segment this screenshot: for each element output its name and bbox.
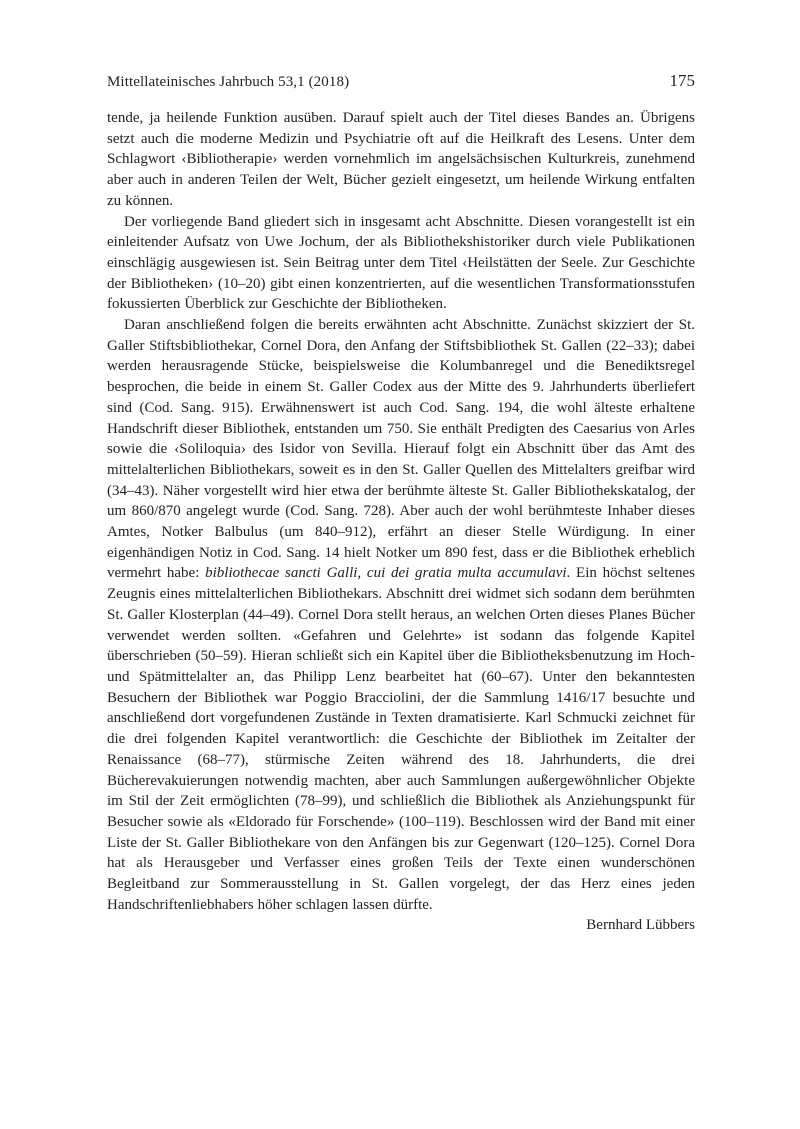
- text-run: . Ein höchst seltenes Zeugnis eines mittelalterlichen Bibliothekars. Abschnitt drei widmet sich sodann dem berühmten St. Galler Klosterplan (44–49). Cornel Dora stellt heraus, an welchen Orten dieses Planes Bücher verwendet werden sollten. «Gefahren und Gelehrte» ist sodann das folgende Kapitel überschrieben (50–59). Hieran schließt sich ein Kapitel über die Bibliotheksbenutzung im Hoch- und Spätmittelalter an, das Philipp Lenz bearbeitet hat (60–67). Unter den bekanntesten Besuchern der Bibliothek war Poggio Bracciolini, der die Sammlung 1416/17 besuchte und anschließend dort vorgefundenen Zustände in Texten dramatisierte. Karl Schmucki zeichnet für die drei folgenden Kapitel verantwortlich: die Geschichte der Bibliothek im Zeitalter der Renaissance (68–77), stürmische Zeiten während des 18. Jahrhunderts, die drei Bücherevakuierungen notwendig machten, aber auch Sammlungen außergewöhnlicher Objekte im Stil der Zeit ermöglichten (78–99), und schließlich die Bibliothek als Anziehungspunkt für Besucher sowie als «Eldorado für Forschende» (100–119). Beschlossen wird der Band mit einer Liste der St. Galler Bibliothekare von den Anfängen bis zur Gegenwart (120–125). Cornel Dora hat als Herausgeber und Verfasser eines großen Teils der Texte einen wunderschönen Begleitband zur Sommerausstellung in St. Gallen vorgelegt, der das Herz eines jeden Handschriftenliebhabers höher schlagen lassen dürfte.: [107, 565, 695, 913]
- page-number: 175: [669, 71, 695, 90]
- paragraph: [107, 315, 695, 915]
- text-run: tende, ja heilende Funktion ausüben. Darauf spielt auch der Titel dieses Bandes an. Übrigens setzt auch die moderne Medizin und Psychiatrie oft auf die Heilkraft des Lesens. Unter dem Schlagwort ‹Bibliotherapie› werden vornehmlich im angelsächsischen Kulturkreis, zunehmend aber auch in anderen Teilen der Welt, Bücher gezielt eingesetzt, um heilende Wirkung entfalten zu können.: [107, 110, 695, 209]
- review-text: [107, 108, 695, 915]
- reviewer-signature: Bernhard Lübbers: [586, 917, 695, 934]
- paragraph: [107, 212, 695, 316]
- text-run: Daran anschließend folgen die bereits erwähnten acht Abschnitte. Zunächst skizziert der St. Galler Stiftsbibliothekar, Cornel Dora, den Anfang der Stiftsbibliothek St. Gallen (22–33); dabei werden herausragende Stücke, beispielsweise die Kolumbanregel und die Benediktsregel besprochen, die beide in einem St. Galler Codex aus der Mitte des 9. Jahrhunderts überliefert sind (Cod. Sang. 915). Erwähnenswert ist auch Cod. Sang. 194, die wohl älteste erhaltene Handschrift dieser Bibliothek, entstanden um 750. Sie enthält Predigten des Caesarius von Arles sowie die ‹Soliloquia› des Isidor von Sevilla. Hierauf folgt ein Abschnitt über das Amt des mittelalterlichen Bibliothekars, soweit es in den St. Galler Quellen des Mittelalters greifbar wird (34–43). Näher vorgestellt wird hier etwa der berühmte älteste St. Galler Bibliothekskatalog, der um 860/870 angelegt wurde (Cod. Sang. 728). Aber auch der wohl berühmteste Inhaber dieses Amtes, Notker Balbulus (um 840–912), erfährt an dieser Stelle Würdigung. In einer eigenhändigen Notiz in Cod. Sang. 14 hielt Notker um 890 fest, dass er die Bibliothek erheblich vermehrt habe:: [107, 317, 695, 582]
- running-header: [107, 71, 695, 91]
- italic-text-run: bibliothecae sancti Galli, cui dei gratia multa accumulavi: [205, 565, 567, 582]
- paragraph: [107, 108, 695, 212]
- text-run: Der vorliegende Band gliedert sich in insgesamt acht Abschnitte. Diesen vorangestellt ist ein einleitender Aufsatz von Uwe Jochum, der als Bibliothekshistoriker durch viele Publikationen einschlägig ausgewiesen ist. Sein Beitrag unter dem Titel ‹Heilstätten der Seele. Zur Geschichte der Bibliotheken› (10–20) gibt einen konzentrierten, auf die wesentlichen Transformationsstufen fokussierten Überblick zur Geschichte der Bibliotheken.: [107, 213, 695, 313]
- journal-title: Mittellateinisches Jahrbuch 53,1 (2018): [107, 74, 350, 90]
